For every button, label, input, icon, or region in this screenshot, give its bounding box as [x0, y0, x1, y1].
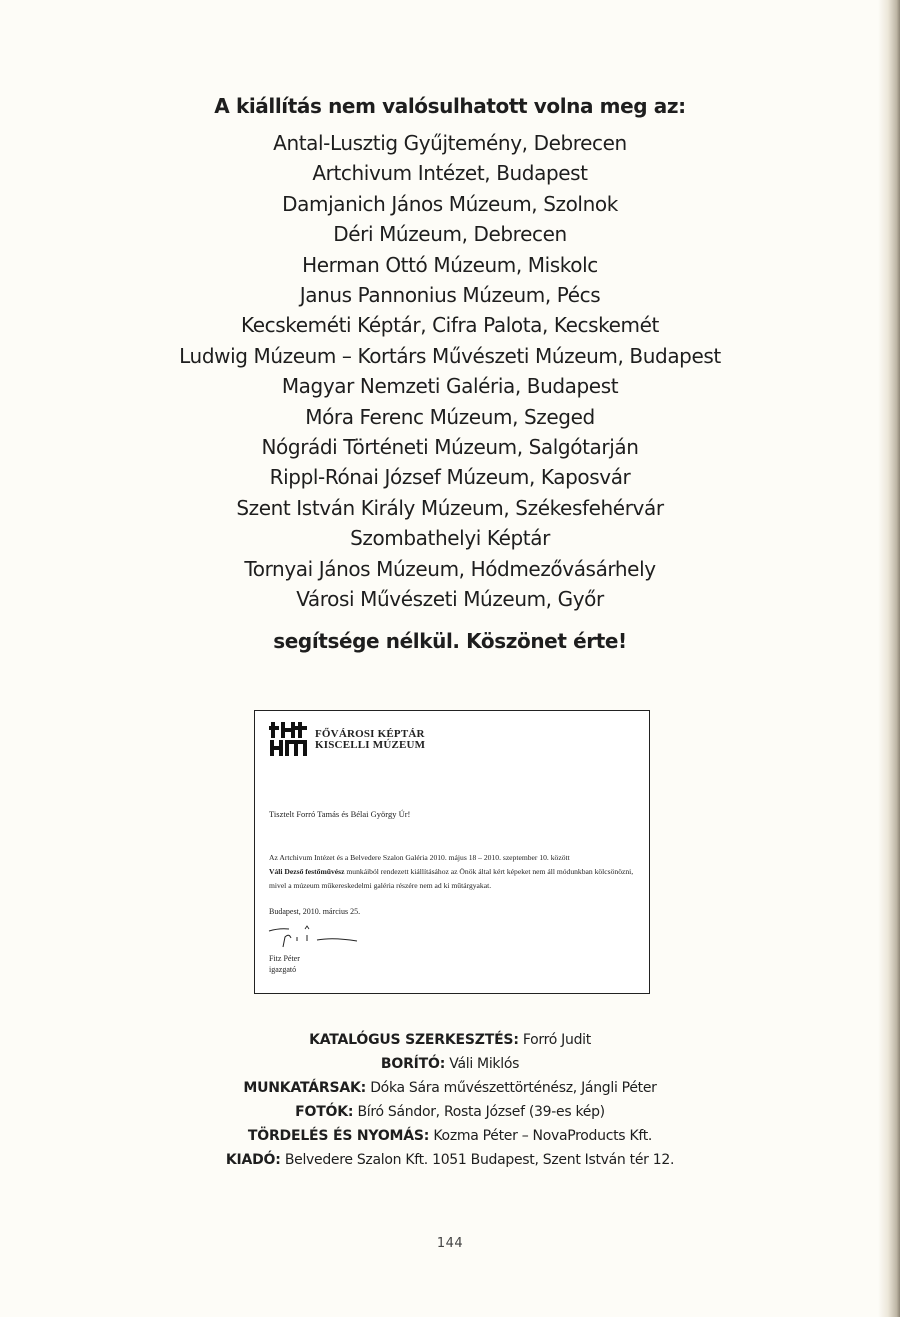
- letter-body-text: Az Artchivum Intézet és a Belvedere Szalon Galéria 2010. május 18 – 2010. szeptember 10. között: [269, 853, 570, 862]
- museum-item: Ludwig Múzeum – Kortárs Művészeti Múzeum, Budapest: [179, 343, 721, 368]
- page-number: 144: [436, 1236, 464, 1251]
- museum-item: Nógrádi Történeti Múzeum, Salgótarján: [261, 435, 639, 460]
- letter-date: Budapest, 2010. március 25.: [269, 907, 361, 916]
- museum-item: Tornyai János Múzeum, Hódmezővásárhely: [244, 556, 656, 581]
- museum-item: Móra Ferenc Múzeum, Szeged: [305, 404, 595, 429]
- museum-item: Herman Ottó Múzeum, Miskolc: [302, 252, 598, 277]
- colophon-line: [0, 1148, 900, 1172]
- artist-name: Váli Dezső festőművész: [269, 867, 345, 876]
- colophon-line: [0, 1124, 900, 1148]
- museum-item: Magyar Nemzeti Galéria, Budapest: [281, 374, 619, 399]
- museum-item: Kecskeméti Képtár, Cifra Palota, Kecskemét: [241, 313, 659, 338]
- colophon-value: Kozma Péter – NovaProducts Kft.: [429, 1128, 653, 1144]
- museum-item: Rippl-Rónai József Múzeum, Kaposvár: [269, 465, 631, 490]
- institution-name-line: KISCELLI MÚZEUM: [315, 739, 426, 751]
- signer-title: igazgató: [269, 965, 297, 974]
- colophon-line: [0, 1100, 900, 1124]
- colophon-label: KIADÓ:: [225, 1152, 281, 1168]
- colophon-label: TÖRDELÉS ÉS NYOMÁS:: [247, 1128, 430, 1144]
- refusal-letter-facsimile: [254, 710, 650, 994]
- handwritten-signature: [265, 919, 365, 953]
- colophon-value: Dóka Sára művészettörténész, Jángli Péter: [366, 1080, 657, 1096]
- museum-item: Szent István Király Múzeum, Székesfehérvár: [236, 495, 664, 520]
- acknowledgements-closing: segítsége nélkül. Köszönet érte!: [273, 628, 627, 653]
- colophon-value: Bíró Sándor, Rosta József (39-es kép): [353, 1104, 605, 1120]
- letter-signer: [269, 953, 300, 975]
- colophon-label: BORÍTÓ:: [380, 1056, 446, 1072]
- museum-item: Artchivum Intézet, Budapest: [312, 161, 588, 186]
- letter-body: [269, 851, 641, 893]
- signer-name: Fitz Péter: [269, 954, 300, 963]
- institution-name-line: FŐVÁROSI KÉPTÁR: [315, 728, 425, 740]
- acknowledgements-heading: A kiállítás nem valósulhatott volna meg az:: [214, 94, 686, 118]
- acknowledgements-section: [0, 88, 900, 659]
- colophon: [0, 1028, 900, 1172]
- museum-logo-icon: [269, 721, 307, 757]
- museum-item: Antal-Lusztig Gyűjtemény, Debrecen: [273, 131, 627, 155]
- museum-item: Szombathelyi Képtár: [350, 526, 550, 551]
- museum-item: Déri Múzeum, Debrecen: [333, 222, 567, 247]
- museum-item: Városi Művészeti Múzeum, Győr: [296, 587, 604, 612]
- colophon-line: [0, 1076, 900, 1100]
- letter-salutation: Tisztelt Forró Tamás és Bélai György Úr!: [269, 809, 411, 819]
- colophon-line: [0, 1028, 900, 1052]
- colophon-label: KATALÓGUS SZERKESZTÉS:: [309, 1032, 519, 1048]
- colophon-label: MUNKATÁRSAK:: [243, 1080, 367, 1096]
- colophon-value: Belvedere Szalon Kft. 1051 Budapest, Szent István tér 12.: [280, 1152, 675, 1168]
- letter-body-text: munkáiból rendezett kiállításához az Önök által kért képeket nem áll módunkban kölcsönözni, mivel a múzeum műkereskedelmi galéria részére nem ad ki műtárgyakat.: [269, 867, 634, 890]
- institution-name: [315, 729, 425, 751]
- museum-list: [0, 128, 900, 615]
- colophon-value: Forró Judit: [518, 1032, 591, 1048]
- colophon-label: FOTÓK:: [295, 1104, 354, 1120]
- museum-item: Damjanich János Múzeum, Szolnok: [282, 191, 618, 216]
- museum-item: Janus Pannonius Múzeum, Pécs: [299, 283, 601, 308]
- colophon-value: Váli Miklós: [445, 1056, 520, 1072]
- colophon-line: [0, 1052, 900, 1076]
